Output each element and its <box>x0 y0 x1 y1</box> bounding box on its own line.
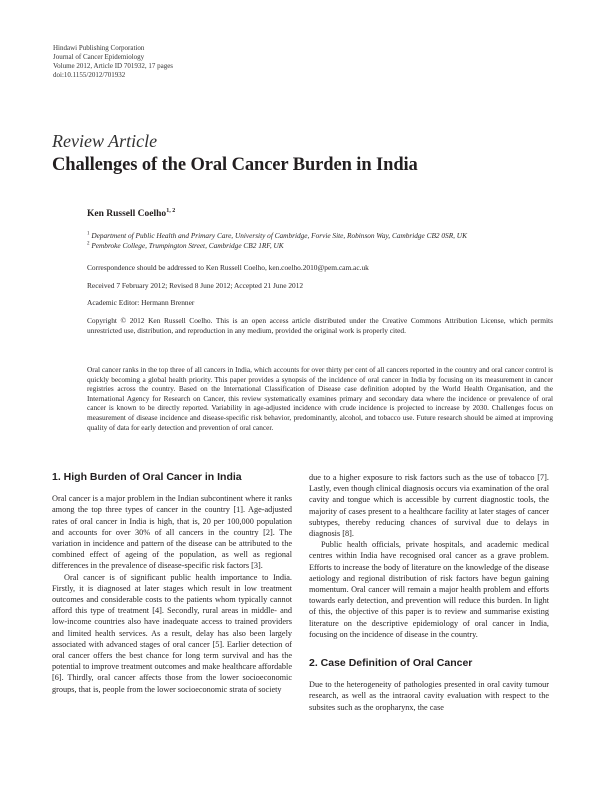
affiliation-2 <box>87 241 284 250</box>
doi-line[interactable]: doi:10.1155/2012/701932 <box>53 71 126 80</box>
affiliation-text: Pembroke College, Trumpington Street, Cambridge CB2 1RF, UK <box>91 241 284 250</box>
paper-title: Challenges of the Oral Cancer Burden in India <box>52 155 418 175</box>
paragraph: Oral cancer is a major problem in the Indian subcontinent where it ranks among the top three types of cancer in the country [1]. Age-adjusted rates of oral cancer in India is high, that is, 20 per 100,000 population and accounts for over 30% of all cancers in the country [2]. The variation in incidence and pattern of the disease can be attributed to the combined effect of ageing of the population, as well as regional differences in the prevalence of disease-specific risk factors [3]. <box>52 494 292 571</box>
section-2-heading: 2. Case Definition of Oral Cancer <box>309 657 473 670</box>
affiliation-text: Department of Public Health and Primary Care, University of Cambridge, Forvie Site, Robinson Way, Cambridge CB2 0SR, UK <box>91 231 467 240</box>
right-column <box>309 472 549 713</box>
journal-line: Journal of Cancer Epidemiology <box>53 53 145 62</box>
author <box>87 208 175 219</box>
publisher-line: Hindawi Publishing Corporation <box>53 44 145 52</box>
volume-line: Volume 2012, Article ID 701932, 17 pages <box>53 62 174 71</box>
correspondence: Correspondence should be addressed to Ken Russell Coelho, ken.coelho.2010@pem.cam.ac.uk <box>87 263 369 272</box>
spacer <box>309 640 549 658</box>
author-name: Ken Russell Coelho <box>87 209 167 220</box>
author-affil-marks: 1, 2 <box>166 208 176 214</box>
academic-editor: Academic Editor: Hermann Brenner <box>87 298 195 307</box>
article-type: Review Article <box>52 131 158 151</box>
copyright: Copyright © 2012 Ken Russell Coelho. This is an open access article distributed under the Creative Commons Attribution License, which permits unrestricted use, distribution, and reproduction in any medium, provided the original work is properly cited. <box>87 316 553 335</box>
dates: Received 7 February 2012; Revised 8 June 2012; Accepted 21 June 2012 <box>87 281 304 290</box>
section-1-heading: 1. High Burden of Oral Cancer in India <box>52 471 242 483</box>
journal-header <box>53 44 173 80</box>
affiliation-num: 2 <box>87 241 90 247</box>
abstract: Oral cancer ranks in the top three of all cancers in India, which accounts for over thirty per cent of all cancers reported in the country and oral cancer control is quickly becoming a global health priority. This paper provides a synopsis of the incidence of oral cancer in India by focusing on its measurement in cancer registries across the country. Based on the International Classification of Disease case definition adopted by the World Health Organisation, and the International Agency for Research on Cancer, this review systematically examines primary and secondary data where the incidence or prevalence of oral cancer is known to be directly reported. Variability in age-adjusted incidence with crude incidence is projected to increase by 2030. Challenges focus on measurement of disease incidence and disease-specific risk behavior, predominantly, alcohol, and tobacco use. Future research should be aimed at improving quality of data for early detection and prevention of oral cancer. <box>87 365 553 432</box>
paragraph: Public health officials, private hospitals, and academic medical centres within India have recognised oral cancer as a grave problem. Efforts to increase the body of literature on the knowledge of the disease aetiology and regional distribution of risk factors have begun gaining momentum. Oral cancer will remain a major health problem and efforts towards early detection, and prevention will reduce this burden. In light of this, the objective of this paper is to review and summarise existing literature on the descriptive epidemiology of oral cancer in India, focusing on the incidence of disease in the country. <box>309 540 549 639</box>
left-column <box>52 472 292 695</box>
paragraph: Oral cancer is of significant public health importance to India. Firstly, it is diagnosed at later stages which result in low treatment outcomes and considerable costs to the patients whom typically cannot afford this type of treatment [4]. Secondly, rural areas in middle- and low-income countries also have inadequate access to trained providers and limited health services. As a result, delay has also been largely associated with advanced stages of oral cancer [5]. Earlier detection of oral cancer offers the best chance for long term survival and has the potential to improve treatment outcomes and make healthcare affordable [6]. Thirdly, oral cancer affects those from the lower socioeconomic groups, that is, people from the lower socioeconomic strata of society <box>52 572 292 694</box>
affiliation-1 <box>87 231 467 240</box>
paragraph: due to a higher exposure to risk factors such as the use of tobacco [7]. Lastly, even though clinical diagnosis occurs via examination of the oral cavity and tongue which is accessible by current diagnostic tools, the majority of cases present to a healthcare facility at later stages of cancer subtypes, thereby reducing chances of survival due to delays in diagnosis [8]. <box>309 473 549 539</box>
affiliation-num: 1 <box>87 231 90 237</box>
paragraph: Due to the heterogeneity of pathologies presented in oral cavity tumour research, as well as the intraoral cavity evaluation with respect to the subsites such as the oropharynx, the case <box>309 680 549 712</box>
